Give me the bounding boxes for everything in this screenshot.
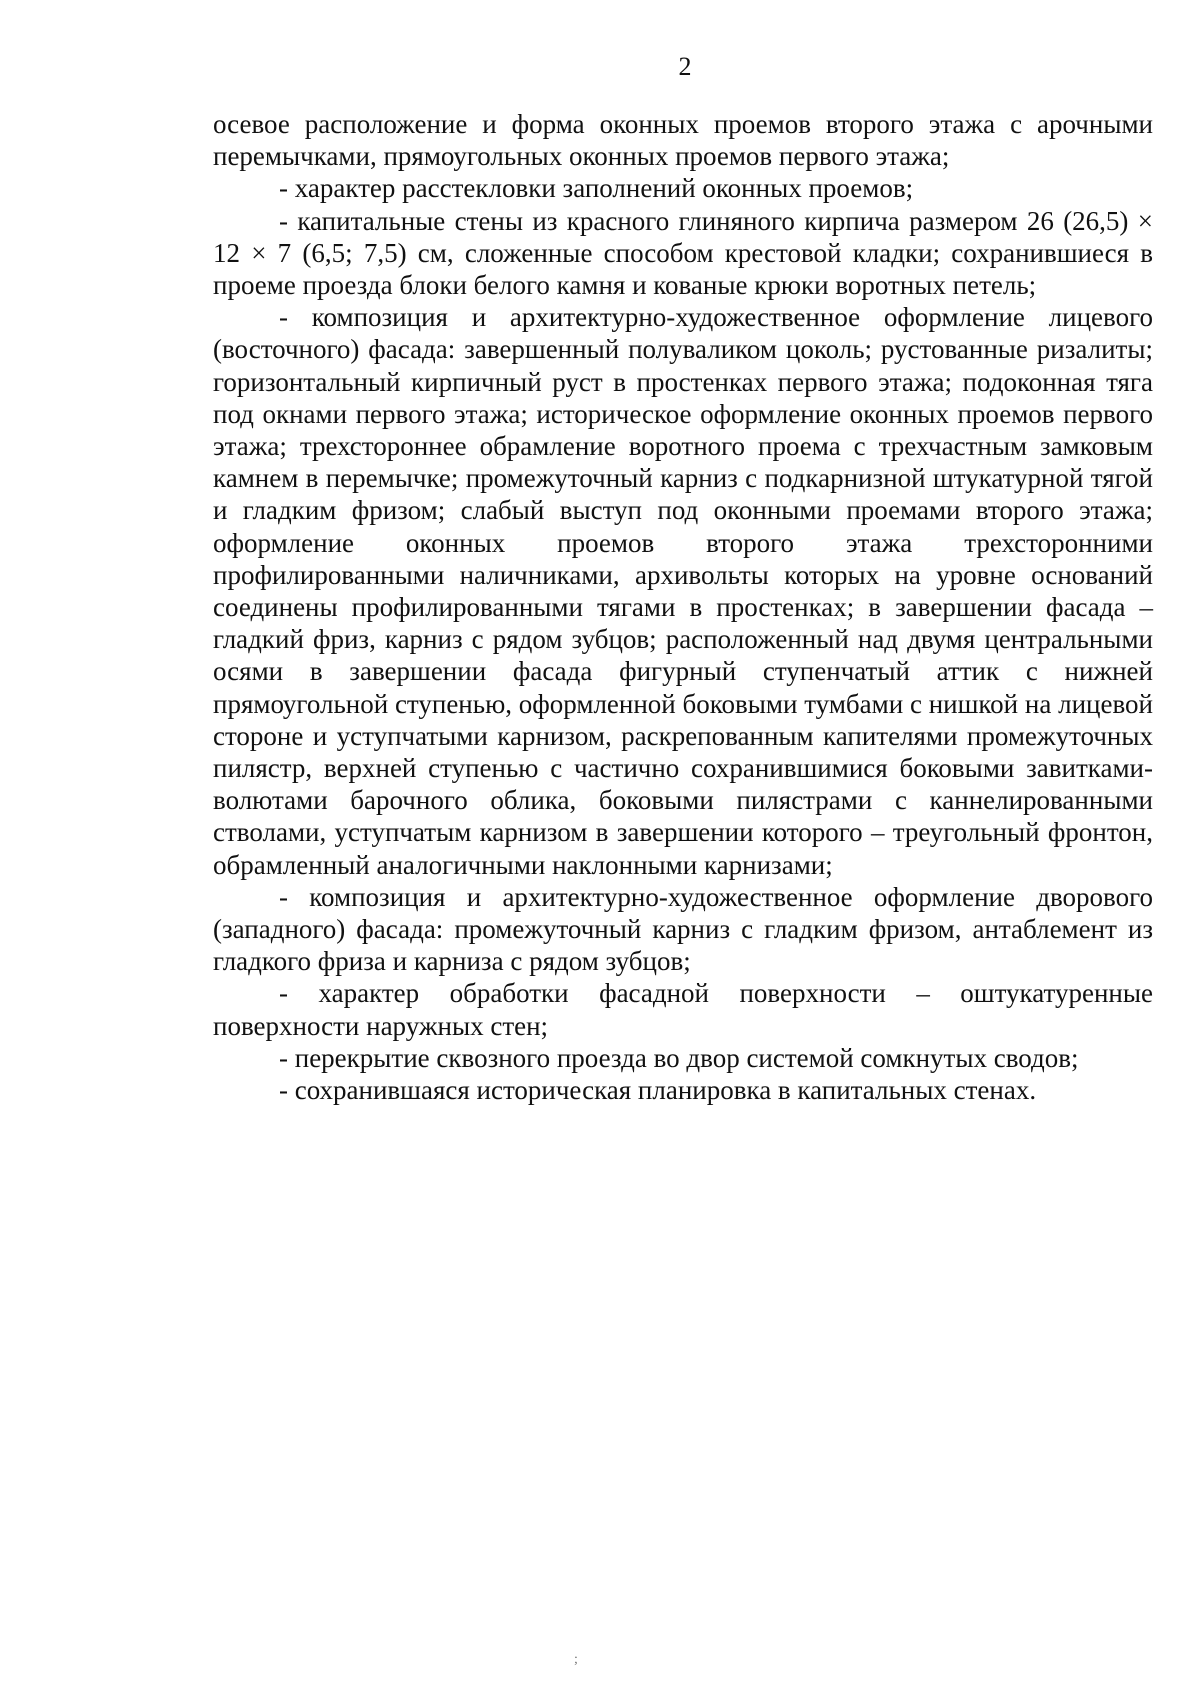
paragraph-glazing: - характер расстекловки заполнений оконных проемов; bbox=[279, 173, 914, 204]
page-number: 2 bbox=[678, 52, 692, 81]
document-body bbox=[213, 108, 1153, 1106]
paragraph-passage-vaults: - перекрытие сквозного проезда во двор системой сомкнутых сводов; bbox=[279, 1042, 1079, 1073]
paragraph-capital-walls: - капитальные стены из красного глиняного кирпича размером 26 (26,5) × 12 × 7 (6,5; 7,5) см, сложенные способом крестовой кладки; сохранившиеся в проеме проезда блоки белого камня и кованые крюки воротных петель; bbox=[213, 205, 1153, 301]
paragraph-historic-layout: - сохранившаяся историческая планировка в капитальных стенах. bbox=[279, 1075, 1037, 1106]
paragraph-west-facade: - композиция и архитектурно-художественное оформление дворового (западного) фасада: промежуточный карниз с гладким фризом, антаблемент из гладкого фриза и карниза с рядом зубцов; bbox=[213, 881, 1153, 977]
scan-speck: ; bbox=[574, 1652, 578, 1667]
paragraph-window-layout: осевое расположение и форма оконных проемов второго этажа с арочными перемычками, прямоугольных оконных проемов первого этажа; bbox=[213, 109, 1153, 172]
paragraph-surface-finish: - характер обработки фасадной поверхности – оштукатуренные поверхности наружных стен; bbox=[213, 978, 1153, 1041]
paragraph-east-facade: - композиция и архитектурно-художественное оформление лицевого (восточного) фасада: завершенный полуваликом цоколь; рустованные ризалиты; горизонтальный кирпичный руст в простенках первого этажа; подоконная тяга под окнами первого этажа; историческое оформление оконных проемов первого этажа; трехстороннее обрамление воротного проема с трехчастным замковым камнем в перемычке; промежуточный карниз с подкарнизной штукатурной тягой и гладким фризом; слабый выступ под оконными проемами второго этажа; оформление оконных проемов второго этажа трехсторонними профилированными наличниками, архивольты которых на уровне оснований соединены профилированными тягами в простенках; в завершении фасада – гладкий фриз, карниз с рядом зубцов; расположенный над двумя центральными осями в завершении фасада фигурный ступенчатый аттик с нижней прямоугольной ступенью, оформленной боковыми тумбами с нишкой на лицевой стороне и уступчатыми карнизом, раскрепованным капителями промежуточных пилястр, верхней ступенью с частично сохранившимися боковыми завитками-волютами барочного облика, боковыми пилястрами с каннелированными стволами, уступчатым карнизом в завершении которого – треугольный фронтон, обрамленный аналогичными наклонными карнизами; bbox=[213, 302, 1153, 880]
